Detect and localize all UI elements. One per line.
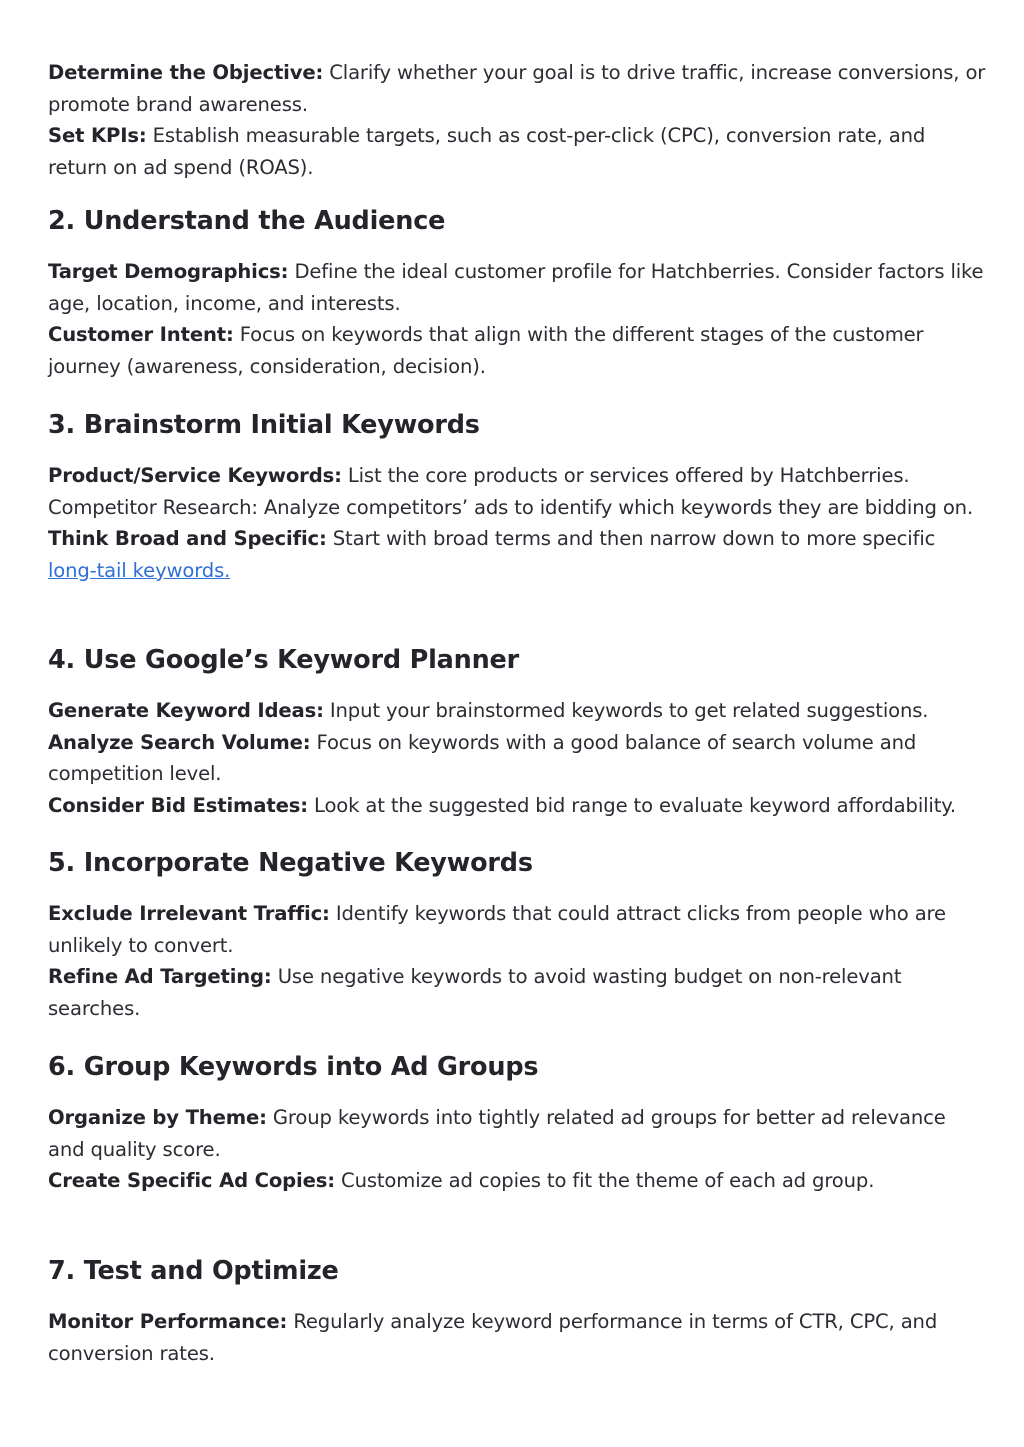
term-label: Set KPIs: [48,124,147,147]
section-keyword-planner [48,643,988,821]
paragraph-text: Establish measurable targets, such as cost-per-click (CPC), conversion rate, and return on ad spend (ROAS). [48,124,926,179]
paragraph-consider-bid-estimates [48,790,988,822]
term-label: Generate Keyword Ideas: [48,699,324,722]
paragraph-set-kpis [48,120,988,183]
paragraph-exclude-irrelevant-traffic [48,898,988,961]
paragraph-text: Group keywords into tightly related ad groups for better ad relevance and quality score. [48,1106,946,1161]
paragraph-target-demographics [48,256,988,319]
section-heading: 4. Use Google’s Keyword Planner [48,645,519,675]
paragraph-text: List the core products or services offered by Hatchberries. [341,464,910,487]
paragraph-text: Start with broad terms and then narrow down to more specific [326,527,936,550]
paragraph-text: Clarify whether your goal is to drive traffic, increase conversions, or promote brand awareness. [48,61,986,116]
paragraph-text: Competitor Research: Analyze competitors’ ads to identify which keywords they are bidding on. [48,495,974,519]
paragraph-text: Use negative keywords to avoid wasting budget on non-relevant searches. [48,965,902,1020]
paragraph-text: Focus on keywords with a good balance of search volume and competition level. [48,730,917,785]
section-heading: 2. Understand the Audience [48,206,446,236]
term-label: Target Demographics: [48,260,289,283]
paragraph-think-broad-specific [48,523,988,586]
paragraph-text: Define the ideal customer profile for Hatchberries. Consider factors like age, location, income, and interests. [48,260,984,315]
term-label: Organize by Theme: [48,1106,267,1129]
paragraph-monitor-performance [48,1306,988,1369]
section-heading: 5. Incorporate Negative Keywords [48,848,533,878]
section-understand-audience [48,204,988,382]
section-heading: 3. Brainstorm Initial Keywords [48,410,480,440]
section-negative-keywords [48,846,988,1024]
paragraph-text: Focus on keywords that align with the different stages of the customer journey (awareness, consideration, decision). [48,323,924,378]
section-heading: 7. Test and Optimize [48,1256,339,1286]
paragraph-text: Input your brainstormed keywords to get related suggestions. [323,699,929,722]
paragraph-competitor-research [48,492,988,524]
term-label: Create Specific Ad Copies: [48,1169,335,1192]
long-tail-keywords-link[interactable]: long-tail keywords. [48,558,231,582]
section-ad-groups [48,1050,988,1197]
paragraph-organize-by-theme [48,1102,988,1165]
paragraph-product-service-keywords [48,460,988,492]
paragraph-generate-keyword-ideas [48,695,988,727]
term-label: Customer Intent: [48,323,234,346]
term-label: Think Broad and Specific: [48,527,327,550]
term-label: Monitor Performance: [48,1310,288,1333]
term-label: Product/Service Keywords: [48,464,342,487]
paragraph-customer-intent [48,319,988,382]
paragraph-refine-ad-targeting [48,961,988,1024]
term-label: Analyze Search Volume: [48,730,311,754]
objective-block [48,57,988,183]
paragraph-text: Customize ad copies to fit the theme of each ad group. [334,1169,875,1192]
term-label: Exclude Irrelevant Traffic: [48,902,330,925]
term-label: Consider Bid Estimates: [48,793,308,817]
term-label: Determine the Objective: [48,61,324,84]
paragraph-text: Identify keywords that could attract clicks from people who are unlikely to convert. [48,902,946,957]
paragraph-determine-objective [48,57,988,120]
paragraph-create-specific-ad-copies [48,1165,988,1197]
paragraph-text: Regularly analyze keyword performance in terms of CTR, CPC, and conversion rates. [48,1310,938,1365]
paragraph-text: Look at the suggested bid range to evaluate keyword affordability. [307,793,956,817]
section-brainstorm-keywords [48,408,988,586]
section-heading: 6. Group Keywords into Ad Groups [48,1052,539,1082]
term-label: Refine Ad Targeting: [48,965,272,988]
paragraph-analyze-search-volume [48,727,988,790]
section-test-optimize [48,1254,988,1369]
